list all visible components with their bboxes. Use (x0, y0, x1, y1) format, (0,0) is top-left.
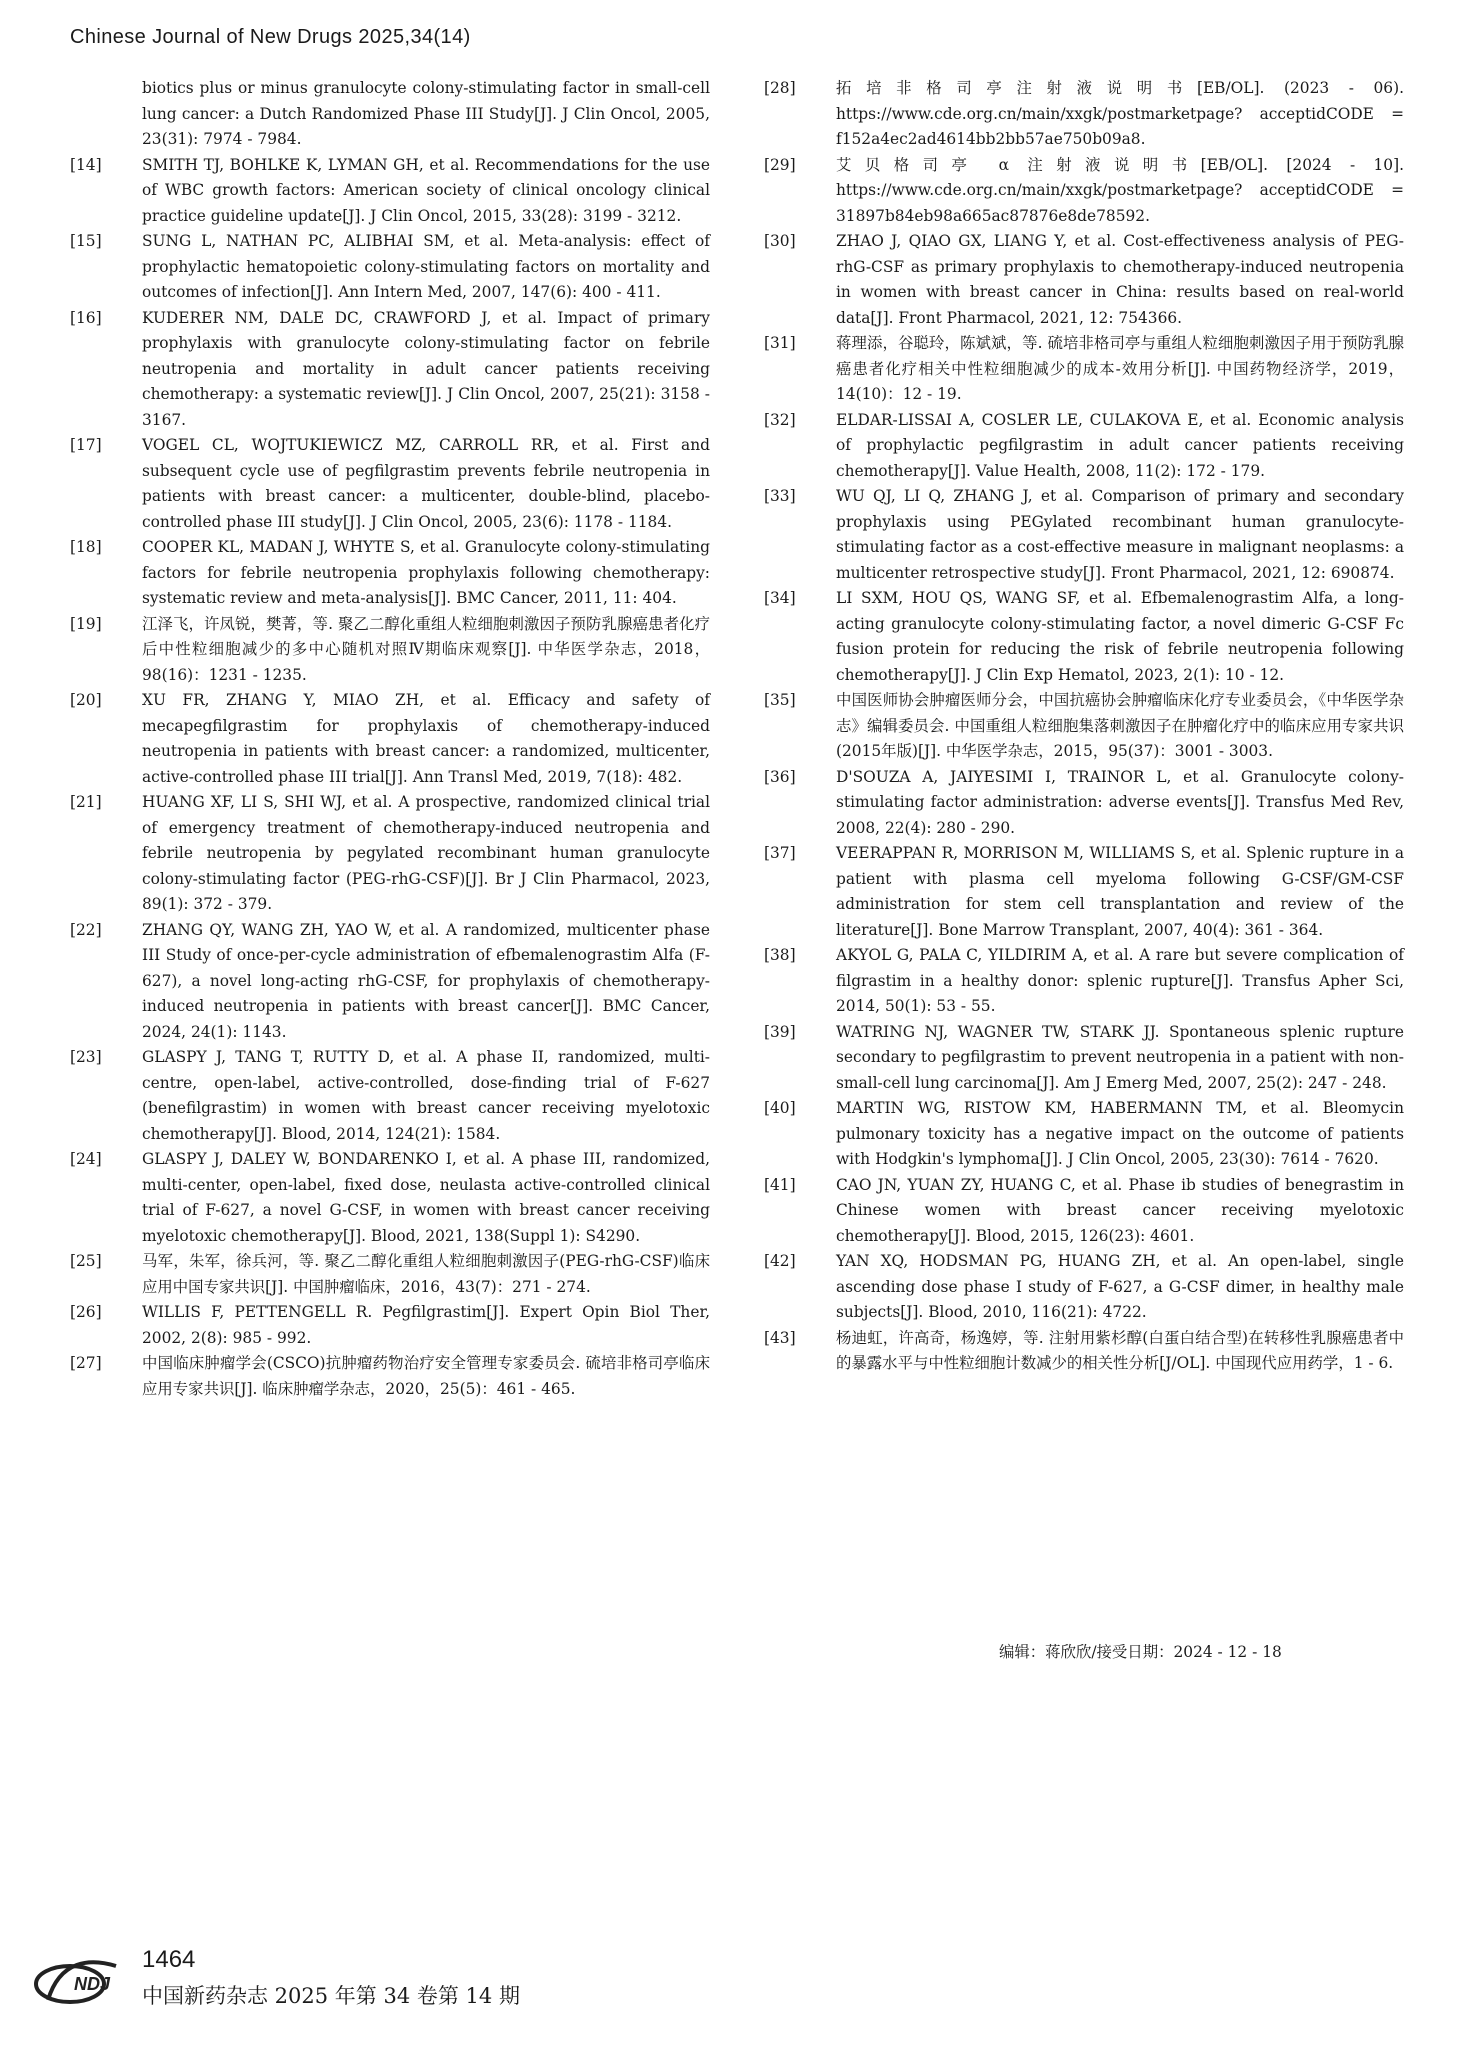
reference-text: biotics plus or minus granulocyte colony-stimulating factor in small-cell lung cancer: a Dutch Randomized Phase III Study[J]. J Clin Oncol, 2005, 23(31): 7974 - 7984. (142, 79, 710, 148)
reference-number: [15] (70, 232, 102, 250)
reference-number: [40] (764, 1099, 796, 1117)
reference-item (764, 484, 1404, 586)
reference-text: VEERAPPAN R, MORRISON M, WILLIAMS S, et al. Splenic rupture in a patient with plasma cell myeloma following G-CSF/GM-CSF administration for stem cell transplantation and review of the literature[J]. Bone Marrow Transplant, 2007, 40(4): 361 - 364. (836, 844, 1404, 939)
reference-number: [38] (764, 946, 796, 964)
reference-item (764, 841, 1404, 943)
reference-text: SUNG L, NATHAN PC, ALIBHAI SM, et al. Meta-analysis: effect of prophylactic hematopoietic colony-stimulating factors on mortality and outcomes of infection[J]. Ann Intern Med, 2007, 147(6): 400 - 411. (142, 232, 710, 301)
reference-item (764, 331, 1404, 408)
reference-text: XU FR, ZHANG Y, MIAO ZH, et al. Efficacy and safety of mecapegfilgrastim for prophylaxis of chemotherapy-induced neutropenia in patients with breast cancer: a randomized, multicenter, active-controlled phase III trial[J]. Ann Transl Med, 2019, 7(18): 482. (142, 691, 710, 786)
reference-text: GLASPY J, TANG T, RUTTY D, et al. A phase II, randomized, multi-centre, open-label, active-controlled, dose-finding trial of F-627 (benefilgrastim) in women with breast cancer receiving myelotoxic chemotherapy[J]. Blood, 2014, 124(21): 1584. (142, 1048, 710, 1143)
editor-note: 编辑：蒋欣欣/接受日期：2024 - 12 - 18 (999, 1643, 1282, 1661)
reference-text: LI SXM, HOU QS, WANG SF, et al. Efbemalenograstim Alfa, a long-acting granulocyte colony-stimulating factor, a novel dimeric G-CSF Fc fusion protein for reducing the risk of febrile neutropenia following chemotherapy[J]. J Clin Exp Hematol, 2023, 2(1): 10 - 12. (836, 589, 1404, 684)
reference-text: D'SOUZA A, JAIYESIMI I, TRAINOR L, et al. Granulocyte colony-stimulating factor administration: adverse events[J]. Transfus Med Rev, 2008, 22(4): 280 - 290. (836, 767, 1404, 837)
reference-item (764, 1173, 1404, 1250)
reference-text: HUANG XF, LI S, SHI WJ, et al. A prospective, randomized clinical trial of emergency treatment of chemotherapy-induced neutropenia and febrile neutropenia by pegylated recombinant human granulocyte colony-stimulating factor (PEG-rhG-CSF)[J]. Br J Clin Pharmacol, 2023, 89(1): 372 - 379. (142, 793, 710, 913)
reference-number: [31] (764, 334, 796, 352)
reference-item (70, 790, 710, 918)
reference-item (764, 76, 1404, 153)
reference-item (70, 306, 710, 434)
reference-number: [18] (70, 538, 102, 556)
reference-number: [22] (70, 920, 102, 939)
reference-column-left (70, 76, 710, 1402)
reference-text: 江泽飞，许凤锐，樊菁，等. 聚乙二醇化重组人粒细胞刺激因子预防乳腺癌患者化疗后中性粒细胞减少的多中心随机对照Ⅳ期临床观察[J]. 中华医学杂志，2018，98(16)：1231 - 1235. (142, 614, 710, 684)
reference-number: [33] (764, 487, 796, 505)
reference-number: [19] (70, 614, 102, 633)
reference-column-right (764, 76, 1404, 1377)
reference-text: KUDERER NM, DALE DC, CRAWFORD J, et al. Impact of primary prophylaxis with granulocyte colony-stimulating factor on febrile neutropenia and mortality in adult cancer patients receiving chemotherapy: a systematic review[J]. J Clin Oncol, 2007, 25(21): 3158 - 3167. (142, 308, 710, 429)
reference-number: [39] (764, 1022, 796, 1041)
reference-item (70, 1045, 710, 1147)
reference-text: YAN XQ, HODSMAN PG, HUANG ZH, et al. An open-label, single ascending dose phase I study of F-627, a G-CSF dimer, in healthy male subjects[J]. Blood, 2010, 116(21): 4722. (836, 1252, 1404, 1321)
reference-number: [24] (70, 1150, 102, 1168)
reference-item (70, 1300, 710, 1351)
reference-number: [20] (70, 691, 102, 709)
reference-number: [21] (70, 793, 102, 811)
running-head: Chinese Journal of New Drugs 2025,34(14) (70, 26, 471, 48)
reference-number: [43] (764, 1328, 796, 1347)
reference-item (70, 612, 710, 689)
reference-number: [37] (764, 844, 796, 862)
reference-item (764, 1326, 1404, 1377)
reference-text: 中国医师协会肿瘤医师分会，中国抗癌协会肿瘤临床化疗专业委员会，《中华医学杂志》编辑委员会. 中国重组人粒细胞集落刺激因子在肿瘤化疗中的临床应用专家共识(2015年版)[J]. 中华医学杂志，2015，95(37)：3001 - 3003. (836, 691, 1404, 760)
reference-item (70, 918, 710, 1046)
reference-item (764, 765, 1404, 842)
reference-text: 马军，朱军，徐兵河，等. 聚乙二醇化重组人粒细胞刺激因子(PEG-rhG-CSF)临床应用中国专家共识[J]. 中国肿瘤临床，2016，43(7)：271 - 274. (142, 1252, 710, 1296)
reference-item (764, 586, 1404, 688)
reference-text: 艾贝格司亭 α 注射液说明书[EB/OL]. [2024 - 10]. https://www.cde.org.cn/main/xxgk/postmarketpage? acceptidCODE = 31897b84eb98a665ac87876e8de78592. (836, 155, 1404, 225)
reference-item (70, 433, 710, 535)
reference-text: ZHANG QY, WANG ZH, YAO W, et al. A randomized, multicenter phase III Study of once-per-cycle administration of efbemalenograstim Alfa (F-627), a novel long-acting rhG-CSF, for prophylaxis of chemotherapy-induced neutropenia in patients with breast cancer[J]. BMC Cancer, 2024, 24(1): 1143. (142, 920, 710, 1041)
reference-number: [35] (764, 691, 796, 709)
reference-number: [41] (764, 1175, 796, 1194)
reference-text: WATRING NJ, WAGNER TW, STARK JJ. Spontaneous splenic rupture secondary to pegfilgrastim to prevent neutropenia in a patient with non-small-cell lung carcinoma[J]. Am J Emerg Med, 2007, 25(2): 247 - 248. (836, 1022, 1404, 1092)
reference-text: GLASPY J, DALEY W, BONDARENKO I, et al. A phase III, randomized, multi-center, open-label, fixed dose, neulasta active-controlled clinical trial of F-627, a novel G-CSF, in women with breast cancer receiving myelotoxic chemotherapy[J]. Blood, 2021, 138(Suppl 1): S4290. (142, 1150, 710, 1245)
reference-item (764, 153, 1404, 230)
reference-item (70, 688, 710, 790)
page-footer (30, 1946, 630, 2046)
reference-item (764, 229, 1404, 331)
reference-text: WILLIS F, PETTENGELL R. Pegfilgrastim[J]. Expert Opin Biol Ther, 2002, 2(8): 985 - 992. (142, 1303, 710, 1347)
reference-item (70, 535, 710, 612)
reference-text: SMITH TJ, BOHLKE K, LYMAN GH, et al. Recommendations for the use of WBC growth factors: American society of clinical oncology clinical practice guideline update[J]. J Clin Oncol, 2015, 33(28): 3199 - 3212. (142, 155, 710, 225)
reference-text: ELDAR-LISSAI A, COSLER LE, CULAKOVA E, et al. Economic analysis of prophylactic pegfilgrastim in adult cancer patients receiving chemotherapy[J]. Value Health, 2008, 11(2): 172 - 179. (836, 410, 1404, 480)
reference-number: [25] (70, 1252, 102, 1270)
footer-journal-title: 中国新药杂志 2025 年第 34 卷第 14 期 (142, 1984, 520, 2008)
reference-item (764, 943, 1404, 1020)
journal-logo-icon (30, 1950, 126, 2010)
reference-number: [28] (764, 79, 796, 97)
reference-text: 蒋理添，谷聪玲，陈斌斌，等. 硫培非格司亭与重组人粒细胞刺激因子用于预防乳腺癌患者化疗相关中性粒细胞减少的成本-效用分析[J]. 中国药物经济学，2019，14(10)：12 - 19. (836, 334, 1404, 403)
reference-number: [42] (764, 1252, 796, 1270)
reference-number: [16] (70, 308, 102, 327)
reference-text: 杨迪虹，许高奇，杨逸婷，等. 注射用紫杉醇(白蛋白结合型)在转移性乳腺癌患者中的暴露水平与中性粒细胞计数减少的相关性分析[J/OL]. 中国现代应用药学，1 - 6. (836, 1328, 1404, 1372)
reference-text: ZHAO J, QIAO GX, LIANG Y, et al. Cost-effectiveness analysis of PEG-rhG-CSF as primary prophylaxis to chemotherapy-induced neutropenia in women with breast cancer in China: results based on real-world data[J]. Front Pharmacol, 2021, 12: 754366. (836, 232, 1404, 327)
reference-item (764, 688, 1404, 765)
reference-number: [23] (70, 1048, 102, 1066)
reference-text: 拓培非格司亭注射液说明书[EB/OL]. (2023 - 06). https://www.cde.org.cn/main/xxgk/postmarketpage? acceptidCODE = f152a4ec2ad4614bb2bb57ae750b09a8. (836, 79, 1404, 148)
reference-item (70, 153, 710, 230)
reference-item (764, 1020, 1404, 1097)
reference-text: AKYOL G, PALA C, YILDIRIM A, et al. A rare but severe complication of filgrastim in a healthy donor: splenic rupture[J]. Transfus Apher Sci, 2014, 50(1): 53 - 55. (836, 946, 1404, 1015)
reference-text: 中国临床肿瘤学会(CSCO)抗肿瘤药物治疗安全管理专家委员会. 硫培非格司亭临床应用专家共识[J]. 临床肿瘤学杂志，2020，25(5)：461 - 465. (142, 1354, 710, 1398)
reference-text: MARTIN WG, RISTOW KM, HABERMANN TM, et al. Bleomycin pulmonary toxicity has a negative impact on the outcome of patients with Hodgkin's lymphoma[J]. J Clin Oncol, 2005, 23(30): 7614 - 7620. (836, 1099, 1404, 1168)
reference-item (70, 1351, 710, 1402)
reference-number: [26] (70, 1303, 102, 1321)
reference-item (764, 1249, 1404, 1326)
reference-number: [32] (764, 410, 796, 429)
logo-text: NDJ (74, 1974, 111, 1994)
reference-number: [36] (764, 767, 796, 786)
reference-text: COOPER KL, MADAN J, WHYTE S, et al. Granulocyte colony-stimulating factors for febrile neutropenia prophylaxis following chemotherapy: systematic review and meta-analysis[J]. BMC Cancer, 2011, 11: 404. (142, 538, 710, 607)
reference-item (70, 1249, 710, 1300)
reference-number: [17] (70, 436, 102, 454)
reference-number: [27] (70, 1354, 102, 1372)
reference-item (70, 76, 710, 153)
reference-number: [34] (764, 589, 796, 607)
reference-item (764, 1096, 1404, 1173)
reference-text: WU QJ, LI Q, ZHANG J, et al. Comparison of primary and secondary prophylaxis using PEGylated recombinant human granulocyte-stimulating factor as a cost-effective measure in malignant neoplasms: a multicenter retrospective study[J]. Front Pharmacol, 2021, 12: 690874. (836, 487, 1404, 582)
reference-number: [30] (764, 232, 796, 250)
reference-item (764, 408, 1404, 485)
reference-text: VOGEL CL, WOJTUKIEWICZ MZ, CARROLL RR, et al. First and subsequent cycle use of pegfilgrastim prevents febrile neutropenia in patients with breast cancer: a multicenter, double-blind, placebo-controlled phase III study[J]. J Clin Oncol, 2005, 23(6): 1178 - 1184. (142, 436, 710, 531)
reference-number: [29] (764, 155, 796, 174)
page-number: 1464 (142, 1946, 196, 1973)
reference-item (70, 229, 710, 306)
reference-text: CAO JN, YUAN ZY, HUANG C, et al. Phase ib studies of benegrastim in Chinese women with breast cancer receiving myelotoxic chemotherapy[J]. Blood, 2015, 126(23): 4601. (836, 1175, 1404, 1245)
reference-item (70, 1147, 710, 1249)
reference-number: [14] (70, 155, 102, 174)
